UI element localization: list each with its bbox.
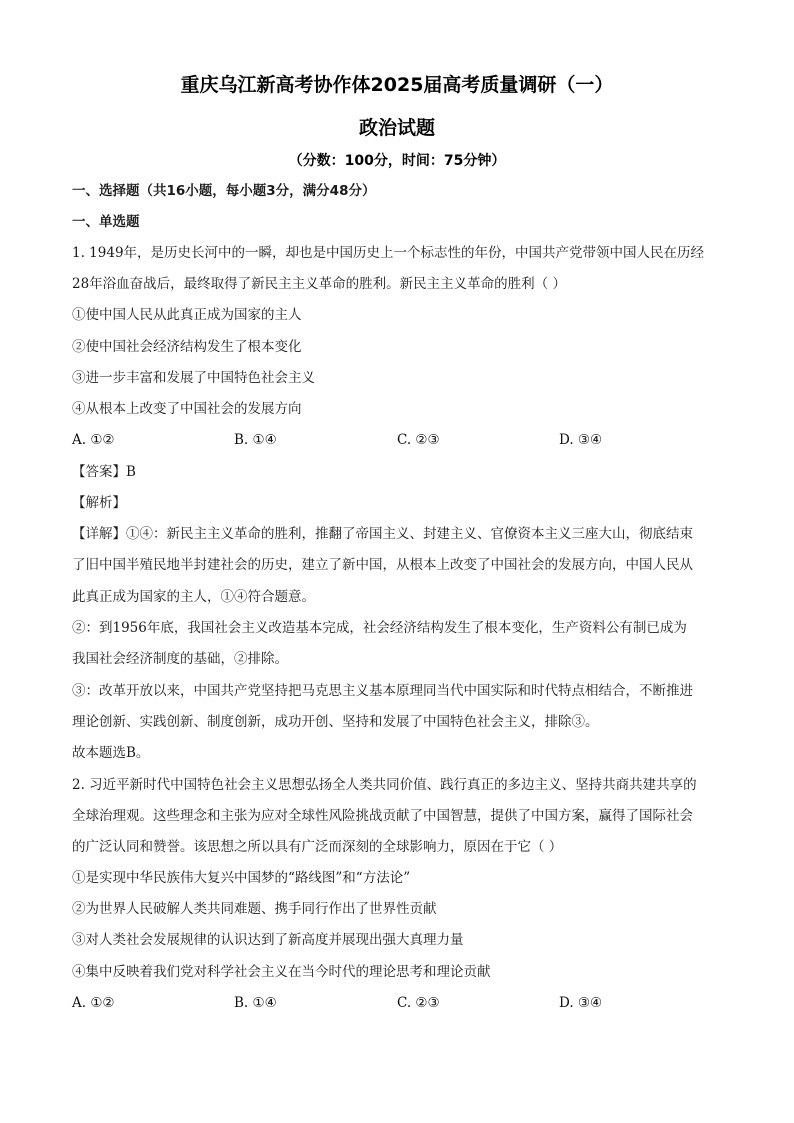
q1-analysis-line: 故本题选B。 — [72, 745, 150, 761]
q1-statement: ④从根本上改变了中国社会的发展方向 — [72, 401, 302, 417]
exam-meta: （分数：100分，时间：75分钟） — [288, 153, 506, 169]
q2-statement: ③对人类社会发展规律的认识达到了新高度并展现出强大真理力量 — [72, 932, 464, 948]
q1-answer: 【答案】B — [72, 464, 136, 480]
q2-option-a: A. ①② — [72, 995, 115, 1011]
q1-statement: ③进一步丰富和发展了中国特色社会主义 — [72, 370, 315, 386]
q1-option-c: C. ②③ — [397, 432, 440, 448]
q2-stem-line: 全球治理观。这些理念和主张为应对全球性风险挑战贡献了中国智慧，提供了中国方案，赢得了国际社会 — [72, 808, 693, 824]
q2-option-d: D. ③④ — [559, 995, 603, 1011]
q1-statement: ②使中国社会经济结构发生了根本变化 — [72, 339, 302, 355]
q1-stem-line: 1. 1949年，是历史长河中的一瞬，却也是中国历史上一个标志性的年份，中国共产党带领中国人民在历经 — [72, 245, 705, 261]
q1-analysis-label: 【解析】 — [72, 495, 126, 511]
q1-analysis-line: 我国社会经济制度的基础，②排除。 — [72, 651, 288, 667]
q1-stem-line: 28年浴血奋战后，最终取得了新民主主义革命的胜利。新民主主义革命的胜利（ ） — [72, 276, 566, 292]
q1-analysis-line: 理论创新、实践创新、制度创新，成功开创、坚持和发展了中国特色社会主义，排除③。 — [72, 714, 599, 730]
q2-stem-line: 的广泛认同和赞誉。该思想之所以具有广泛而深刻的全球影响力，原因在于它（ ） — [72, 839, 563, 855]
q2-stem-line: 2. 习近平新时代中国特色社会主义思想弘扬全人类共同价值、践行真正的多边主义、坚持共商共建共享的 — [72, 777, 697, 793]
q2-statement: ②为世界人民破解人类共同难题、携手同行作出了世界性贡献 — [72, 901, 437, 917]
document-title: 重庆乌江新高考协作体2025届高考质量调研（一） — [180, 74, 614, 96]
q2-option-b: B. ①④ — [234, 995, 277, 1011]
q1-analysis-line: 此真正成为国家的主人，①④符合题意。 — [72, 589, 315, 605]
document-subject: 政治试题 — [358, 117, 435, 139]
q1-statement: ①使中国人民从此真正成为国家的主人 — [72, 307, 302, 323]
subsection-heading: 一、单选题 — [72, 214, 140, 230]
q2-statement: ④集中反映着我们党对科学社会主义在当今时代的理论思考和理论贡献 — [72, 964, 491, 980]
q2-statement: ①是实现中华民族伟大复兴中国梦的“路线图”和“方法论” — [72, 870, 411, 886]
q1-option-b: B. ①④ — [234, 432, 277, 448]
q1-analysis-line: ③：改革开放以来，中国共产党坚持把马克思主义基本原理同当代中国实际和时代特点相结合，不断推进 — [72, 683, 693, 699]
section-heading: 一、选择题（共16小题，每小题3分，满分48分） — [72, 183, 376, 199]
q1-analysis-line: 【详解】①④：新民主主义革命的胜利，推翻了帝国主义、封建主义、官僚资本主义三座大山，彻底结束 — [72, 526, 693, 542]
q1-analysis-line: 了旧中国半殖民地半封建社会的历史，建立了新中国，从根本上改变了中国社会的发展方向，中国人民从 — [72, 557, 693, 573]
q1-option-a: A. ①② — [72, 432, 115, 448]
q1-analysis-line: ②：到1956年底，我国社会主义改造基本完成，社会经济结构发生了根本变化，生产资料公有制已成为 — [72, 620, 687, 636]
q2-option-c: C. ②③ — [397, 995, 440, 1011]
q1-option-d: D. ③④ — [559, 432, 603, 448]
